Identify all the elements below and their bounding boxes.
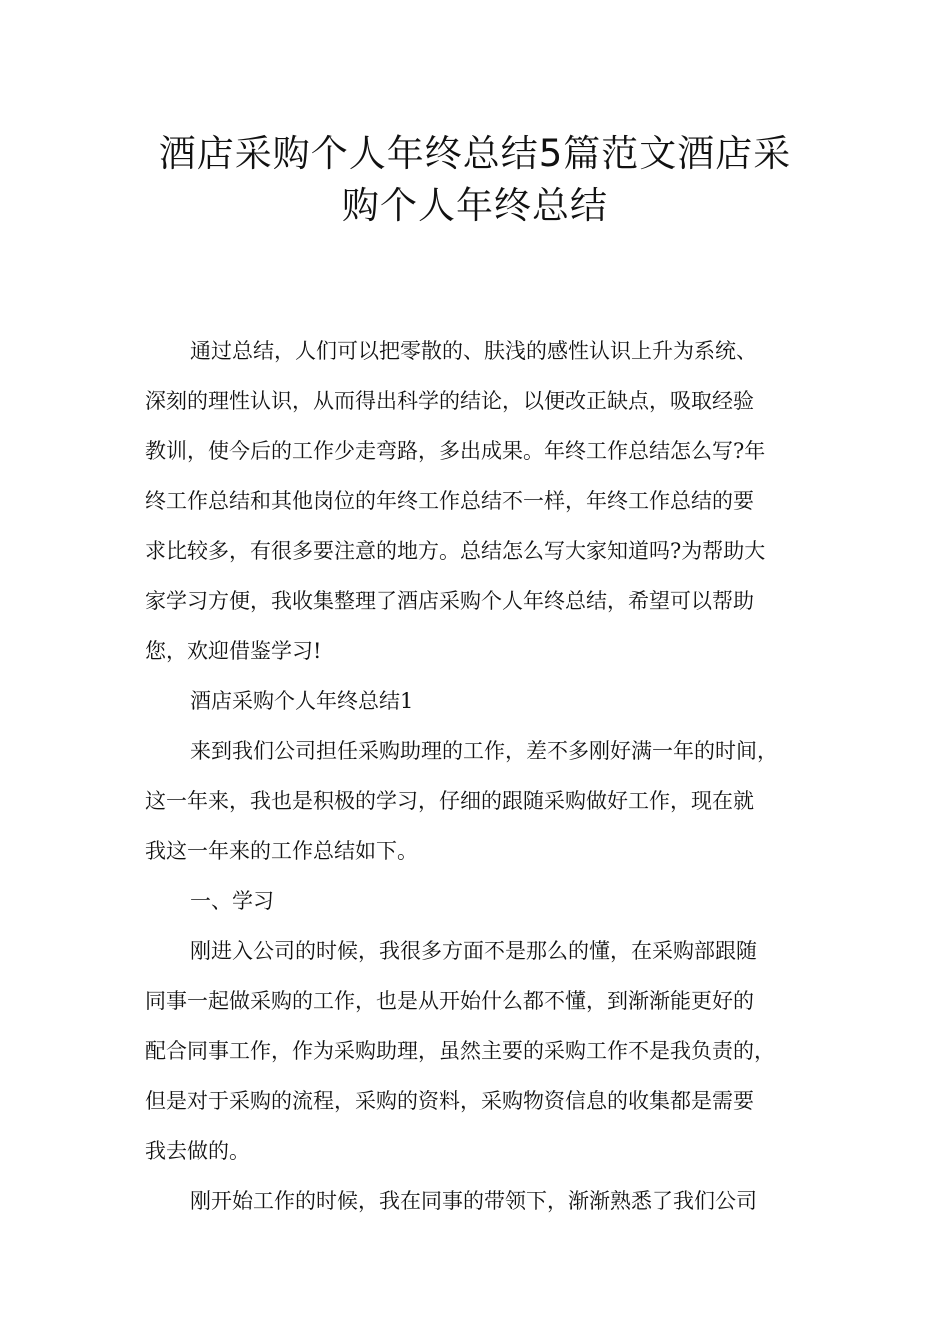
intro-line: 终工作总结和其他岗位的年终工作总结不一样，年终工作总结的要 xyxy=(145,489,754,513)
paragraph-line: 刚进入公司的时候，我很多方面不是那么的懂，在采购部跟随 xyxy=(190,939,757,963)
paragraph-line: 来到我们公司担任采购助理的工作，差不多刚好满一年的时间， xyxy=(190,739,778,763)
paragraph-line: 刚开始工作的时候，我在同事的带领下，渐渐熟悉了我们公司 xyxy=(190,1189,757,1213)
document-title-line-1: 酒店采购个人年终总结5篇范文酒店采 xyxy=(158,132,792,175)
paragraph-line: 这一年来，我也是积极的学习，仔细的跟随采购做好工作，现在就 xyxy=(145,789,754,813)
section-heading: 酒店采购个人年终总结1 xyxy=(190,689,414,713)
paragraph-line: 同事一起做采购的工作，也是从开始什么都不懂，到渐渐能更好的 xyxy=(145,989,754,1013)
intro-line: 教训，使今后的工作少走弯路，多出成果。年终工作总结怎么写?年 xyxy=(145,439,766,463)
paragraph-line: 我去做的。 xyxy=(145,1139,250,1163)
paragraph-line: 配合同事工作，作为采购助理，虽然主要的采购工作不是我负责的， xyxy=(145,1039,775,1063)
intro-line: 深刻的理性认识，从而得出科学的结论，以便改正缺点，吸取经验 xyxy=(145,389,754,413)
intro-line: 通过总结，人们可以把零散的、肤浅的感性认识上升为系统、 xyxy=(190,339,757,363)
intro-line: 求比较多，有很多要注意的地方。总结怎么写大家知道吗?为帮助大 xyxy=(145,539,766,563)
intro-line: 家学习方便，我收集整理了酒店采购个人年终总结，希望可以帮助 xyxy=(145,589,754,613)
document-title-line-2: 购个人年终总结 xyxy=(342,184,608,227)
paragraph-line: 我这一年来的工作总结如下。 xyxy=(145,839,418,863)
subheading: 一、学习 xyxy=(190,889,274,913)
intro-line: 您，欢迎借鉴学习! xyxy=(145,639,322,663)
paragraph-line: 但是对于采购的流程，采购的资料，采购物资信息的收集都是需要 xyxy=(145,1089,754,1113)
